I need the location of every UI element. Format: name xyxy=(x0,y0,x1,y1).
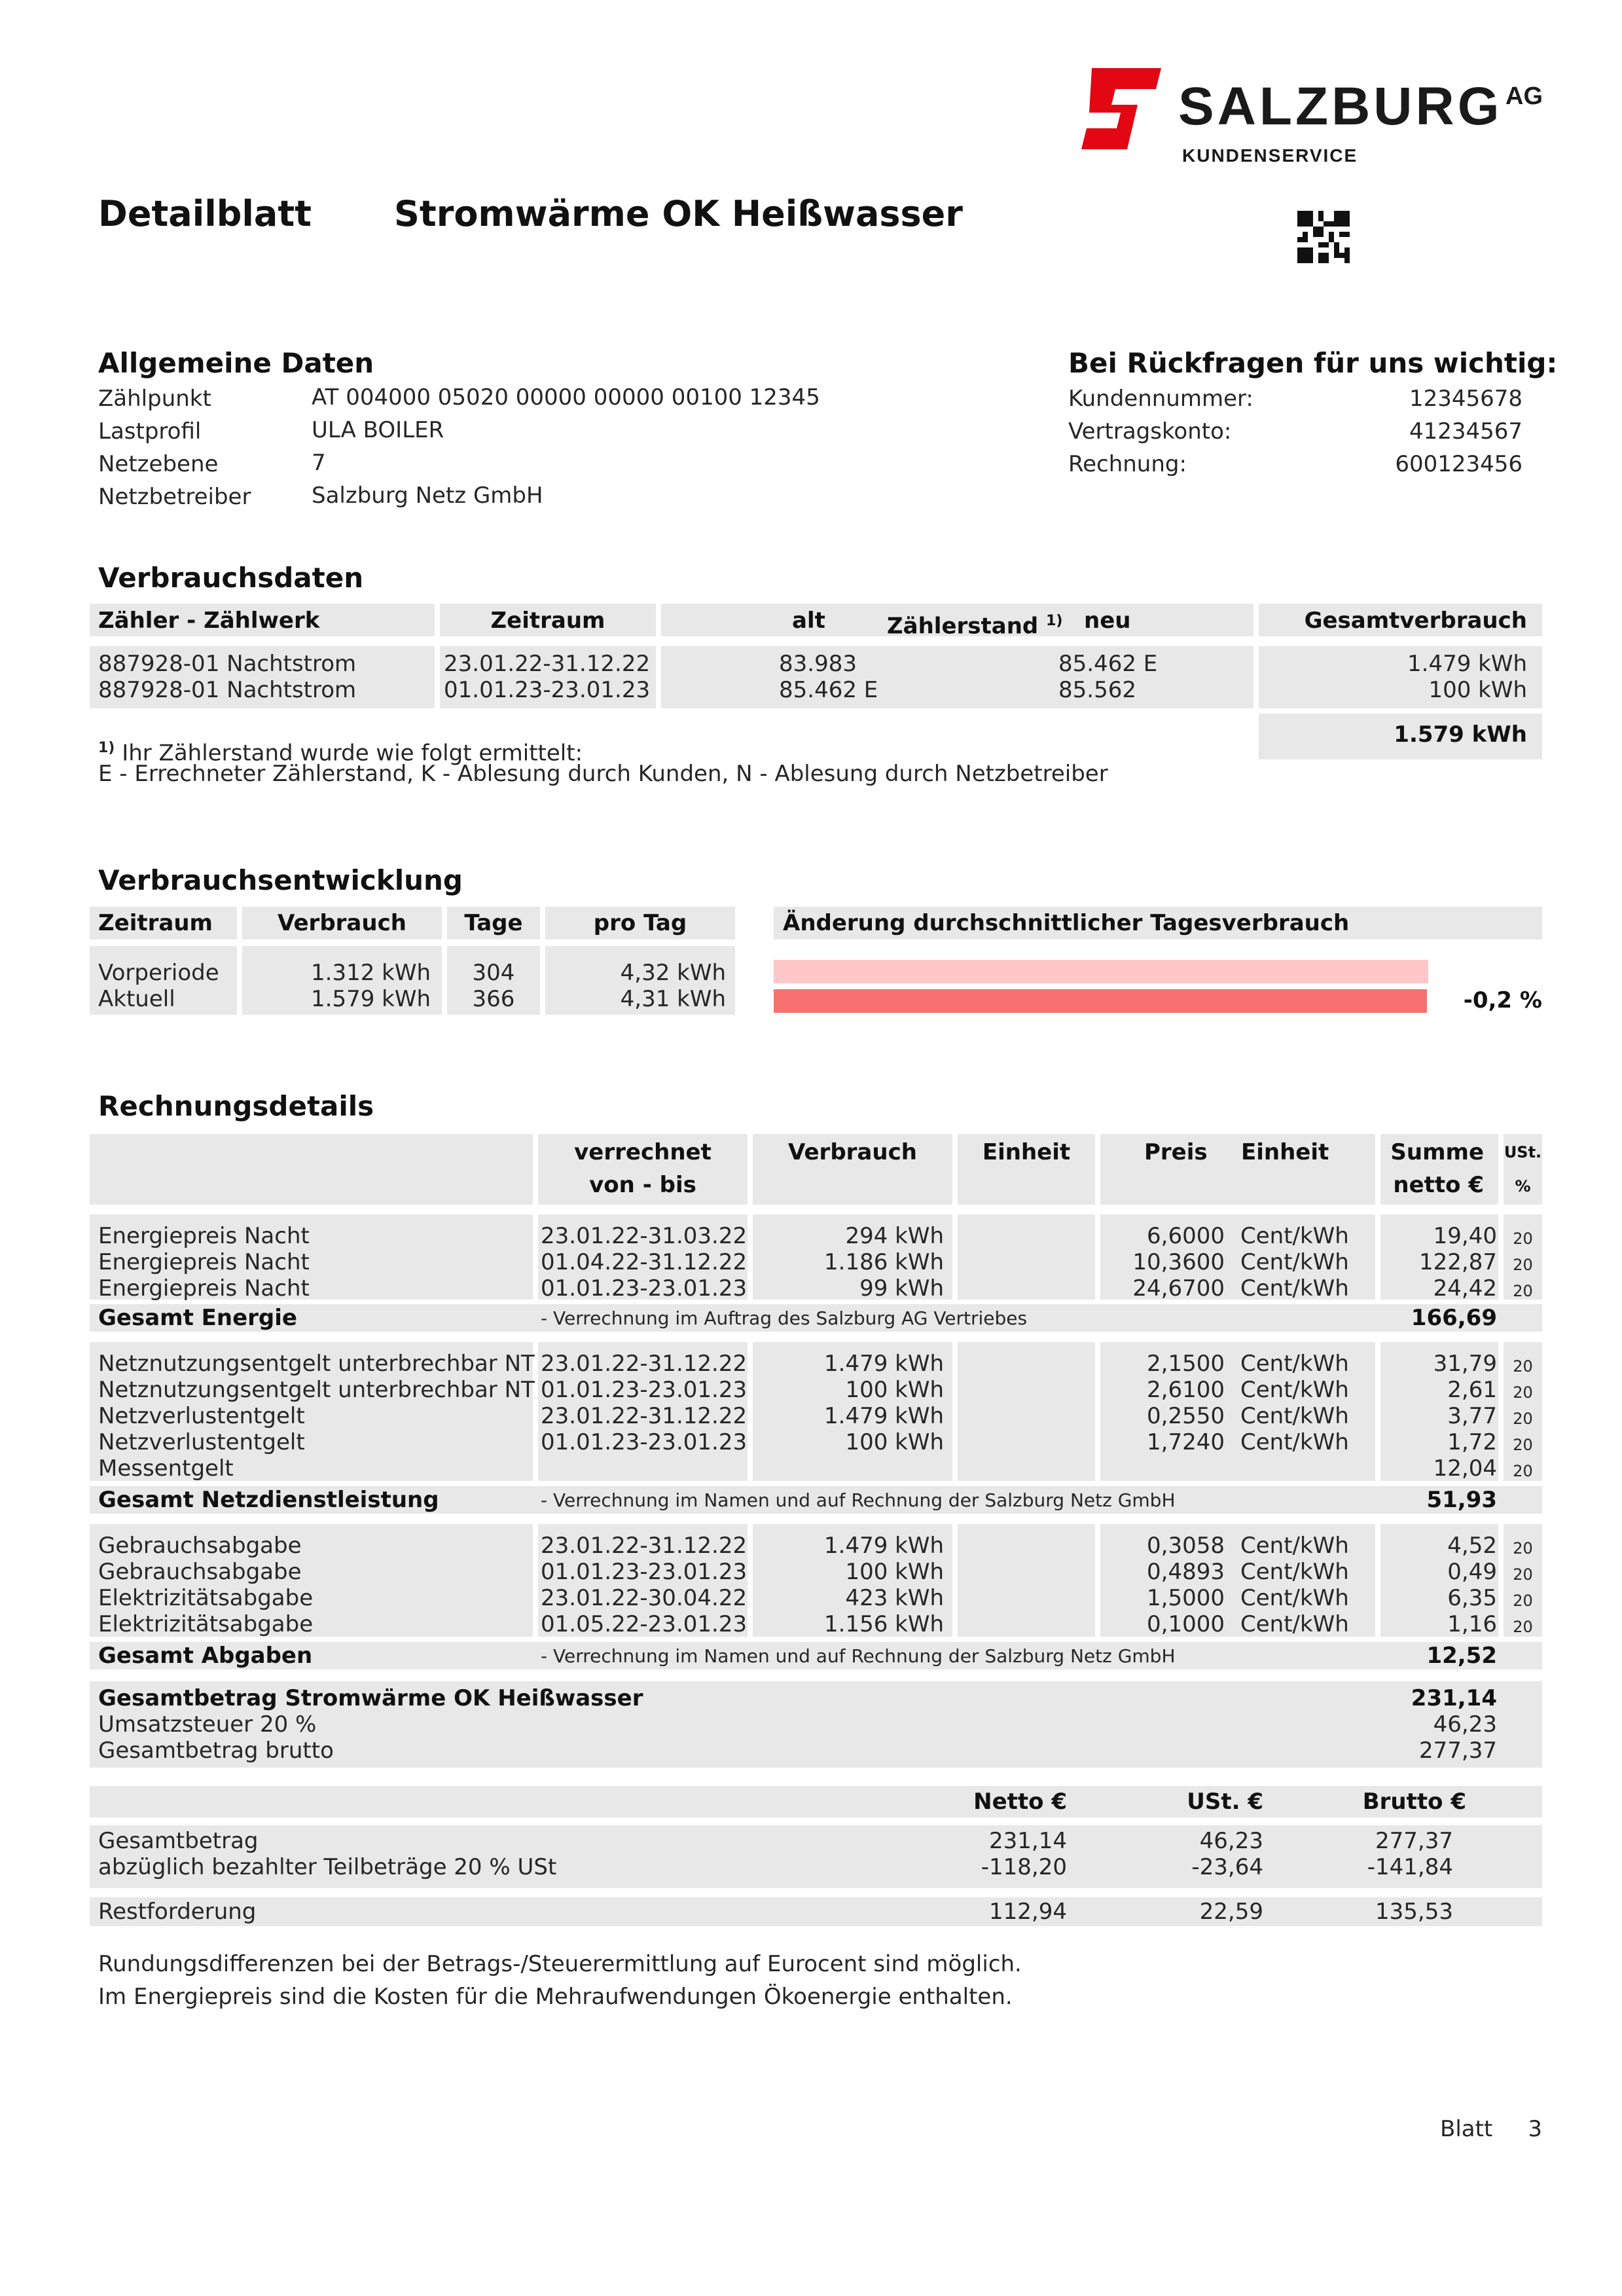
table-row: Netznutzungsentgelt unterbrechbar NT 23.01.22-31.12.22 1.479 kWh 2,1500 Cent/kWh 31,79 20 xyxy=(98,1351,1533,1377)
brand-suffix: AG xyxy=(1505,82,1543,110)
col-period: Zeitraum xyxy=(98,910,213,936)
contact-value: 12345678 xyxy=(1409,386,1523,412)
col-per-day: pro Tag xyxy=(593,910,687,936)
subtotal-row: Gesamt Netzdienstleistung - Verrechnung im Namen und auf Rechnung der Salzburg Netz GmbH 51,93 xyxy=(98,1487,1497,1513)
table-row: Messentgelt 12,04 20 xyxy=(98,1455,1533,1482)
col-meter: Zähler - Zählwerk xyxy=(98,608,320,634)
col-net: Netto € xyxy=(973,1789,1067,1815)
development-heading: Verbrauchsentwicklung xyxy=(98,864,463,896)
salzburg-logo-icon xyxy=(1079,65,1165,154)
general-label: Netzebene xyxy=(98,451,219,477)
doc-type-title: Detailblatt xyxy=(98,193,312,234)
general-value: AT 004000 05020 00000 00000 00100 12345 xyxy=(312,384,820,410)
summary-gross: 277,37 xyxy=(1419,1738,1497,1764)
qr-code-icon xyxy=(1297,211,1350,263)
col-gross: Brutto € xyxy=(1362,1789,1466,1815)
col-new: neu xyxy=(1084,608,1131,634)
sheet-number: 3 xyxy=(1528,2116,1542,2142)
table-row: Gebrauchsabgabe 01.01.23-23.01.23 100 kWh 0,4893 Cent/kWh 0,49 20 xyxy=(98,1559,1533,1585)
contact-label: Kundennummer: xyxy=(1068,386,1253,412)
consumption-heading: Verbrauchsdaten xyxy=(98,562,364,594)
table-row: Gebrauchsabgabe 23.01.22-31.12.22 1.479 kWh 0,3058 Cent/kWh 4,52 20 xyxy=(98,1533,1533,1559)
col-vat: USt. € xyxy=(1187,1789,1263,1815)
col-days: Tage xyxy=(464,910,523,936)
table-row: Elektrizitätsabgabe 23.01.22-30.04.22 423 kWh 1,5000 Cent/kWh 6,35 20 xyxy=(98,1585,1533,1611)
contact-heading: Bei Rückfragen für uns wichtig: xyxy=(1068,347,1558,379)
brand-tagline: KUNDENSERVICE xyxy=(1182,145,1358,166)
change-value: -0,2 % xyxy=(1463,987,1542,1013)
col-reading: Zählerstand $^{1)}$ xyxy=(887,613,1063,640)
subtotal-row: Gesamt Abgaben - Verrechnung im Namen und auf Rechnung der Salzburg Netz GmbH 12,52 xyxy=(98,1643,1497,1669)
general-label: Zählpunkt xyxy=(98,386,211,412)
summary-vat: 46,23 xyxy=(1433,1711,1497,1738)
subtotal-row: Gesamt Energie - Verrechnung im Auftrag des Salzburg AG Vertriebes 166,69 xyxy=(98,1305,1497,1331)
contact-label: Rechnung: xyxy=(1068,451,1187,477)
table-row: Energiepreis Nacht 01.04.22-31.12.22 1.186 kWh 10,3600 Cent/kWh 122,87 20 xyxy=(98,1249,1533,1275)
note-eco-energy: Im Energiepreis sind die Kosten für die Mehraufwendungen Ökoenergie enthalten. xyxy=(98,1984,1013,2010)
general-value: ULA BOILER xyxy=(312,417,444,443)
table-row: Netznutzungsentgelt unterbrechbar NT 01.01.23-23.01.23 100 kWh 2,6100 Cent/kWh 2,61 20 xyxy=(98,1377,1533,1403)
note-rounding: Rundungsdifferenzen bei der Betrags-/Steuerermittlung auf Eurocent sind möglich. xyxy=(98,1951,1022,1977)
general-label: Netzbetreiber xyxy=(98,484,251,510)
footnote-line1: $^{1)}$ Ihr Zählerstand wurde wie folgt ermittelt: xyxy=(98,740,583,767)
col-old: alt xyxy=(792,608,825,634)
summary-total-label: Gesamtbetrag Stromwärme OK Heißwasser xyxy=(98,1685,643,1711)
contact-value: 600123456 xyxy=(1395,451,1523,477)
brand-name: SALZBURG xyxy=(1178,77,1503,136)
summary-vat-label: Umsatzsteuer 20 % xyxy=(98,1711,317,1738)
consumption-sum: 1.579 kWh xyxy=(1394,721,1527,748)
table-row: Netzverlustentgelt 23.01.22-31.12.22 1.479 kWh 0,2550 Cent/kWh 3,77 20 xyxy=(98,1403,1533,1429)
summary-gross-label: Gesamtbetrag brutto xyxy=(98,1738,334,1764)
table-row: Energiepreis Nacht 23.01.22-31.03.22 294 kWh 6,6000 Cent/kWh 19,40 20 xyxy=(98,1223,1533,1249)
general-value: Salzburg Netz GmbH xyxy=(312,483,543,509)
product-title: Stromwärme OK Heißwasser xyxy=(394,193,963,234)
col-period: Zeitraum xyxy=(490,608,605,634)
general-label: Lastprofil xyxy=(98,418,202,445)
table-row: Energiepreis Nacht 01.01.23-23.01.23 99 kWh 24,6700 Cent/kWh 24,42 20 xyxy=(98,1275,1533,1302)
col-total: Gesamtverbrauch xyxy=(1304,608,1527,634)
contact-label: Vertragskonto: xyxy=(1068,418,1232,445)
col-change: Änderung durchschnittlicher Tagesverbrauch xyxy=(783,910,1350,936)
sheet-label: Blatt xyxy=(1440,2116,1493,2142)
table-row: Netzverlustentgelt 01.01.23-23.01.23 100 kWh 1,7240 Cent/kWh 1,72 20 xyxy=(98,1429,1533,1455)
table-row: Elektrizitätsabgabe 01.05.22-23.01.23 1.156 kWh 0,1000 Cent/kWh 1,16 20 xyxy=(98,1611,1533,1637)
bar-current-period xyxy=(774,989,1427,1013)
billing-heading: Rechnungsdetails xyxy=(98,1090,374,1122)
footnote-line2: E - Errechneter Zählerstand, K - Ablesung durch Kunden, N - Ablesung durch Netzbetreiber xyxy=(98,761,1108,787)
col-consumption: Verbrauch xyxy=(278,910,406,936)
summary-total: 231,14 xyxy=(1411,1685,1497,1711)
general-data-heading: Allgemeine Daten xyxy=(98,347,374,379)
general-value: 7 xyxy=(312,450,326,476)
bar-previous-period xyxy=(774,960,1428,983)
contact-value: 41234567 xyxy=(1409,418,1523,445)
